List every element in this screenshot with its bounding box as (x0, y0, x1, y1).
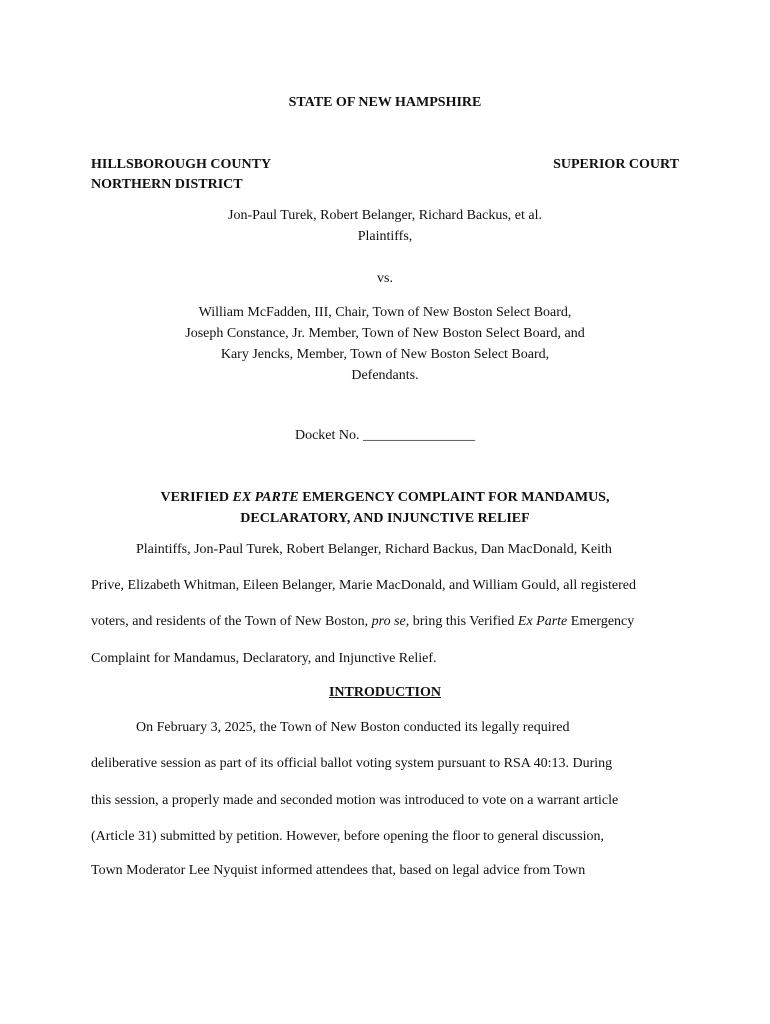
docket-number (0, 428, 770, 444)
paragraph-2-line-2: deliberative session as part of its official ballot voting system pursuant to RSA 40:13. During (91, 756, 613, 771)
defendants-label: Defendants. (351, 368, 419, 383)
docket-label: Docket No. (294, 428, 360, 443)
defendant-line-1: William McFadden, III, Chair, Town of New Boston Select Board, (198, 305, 572, 320)
p1-l3-pro-se: pro se, (371, 614, 410, 629)
docket-blank: ________________ (363, 428, 476, 443)
paragraph-2-line-1: On February 3, 2025, the Town of New Boston conducted its legally required (136, 720, 570, 735)
paragraph-1-line-2: Prive, Elizabeth Whitman, Eileen Belanger, Marie MacDonald, and William Gould, all registered (91, 578, 636, 593)
court-label: SUPERIOR COURT (553, 157, 679, 172)
defendant-line-3: Kary Jencks, Member, Town of New Boston Select Board, (220, 347, 550, 362)
title-post: EMERGENCY COMPLAINT FOR MANDAMUS, (302, 490, 610, 505)
state-heading: STATE OF NEW HAMPSHIRE (288, 95, 482, 110)
plaintiffs-label: Plaintiffs, (357, 229, 413, 244)
paragraph-1-line-3 (91, 614, 634, 630)
p1-l3-a: voters, and residents of the Town of New Boston, (91, 614, 369, 629)
p1-l3-c: Emergency (570, 614, 635, 629)
county-label: HILLSBOROUGH COUNTY (91, 157, 272, 172)
p1-l3-ex-parte: Ex Parte (517, 614, 568, 629)
complaint-title-line-1 (0, 490, 770, 506)
district-label: NORTHERN DISTRICT (91, 177, 243, 192)
paragraph-1-line-4: Complaint for Mandamus, Declaratory, and Injunctive Relief. (91, 651, 437, 666)
complaint-title-line-2: DECLARATORY, AND INJUNCTIVE RELIEF (240, 511, 530, 526)
paragraph-2-line-3: this session, a properly made and seconded motion was introduced to vote on a warrant article (91, 793, 619, 808)
paragraph-2-line-5: Town Moderator Lee Nyquist informed attendees that, based on legal advice from Town (91, 863, 586, 878)
p1-l3-b: bring this Verified (412, 614, 515, 629)
title-italic: EX PARTE (232, 490, 299, 505)
title-pre: VERIFIED (160, 490, 229, 505)
versus: vs. (377, 271, 393, 286)
defendant-line-2: Joseph Constance, Jr. Member, Town of New Boston Select Board, and (185, 326, 585, 341)
paragraph-2-line-4: (Article 31) submitted by petition. However, before opening the floor to general discussion, (91, 829, 605, 844)
section-heading: INTRODUCTION (328, 685, 441, 700)
paragraph-1-line-1: Plaintiffs, Jon-Paul Turek, Robert Belanger, Richard Backus, Dan MacDonald, Keith (136, 542, 612, 557)
plaintiffs-names: Jon-Paul Turek, Robert Belanger, Richard Backus, et al. (228, 208, 542, 223)
